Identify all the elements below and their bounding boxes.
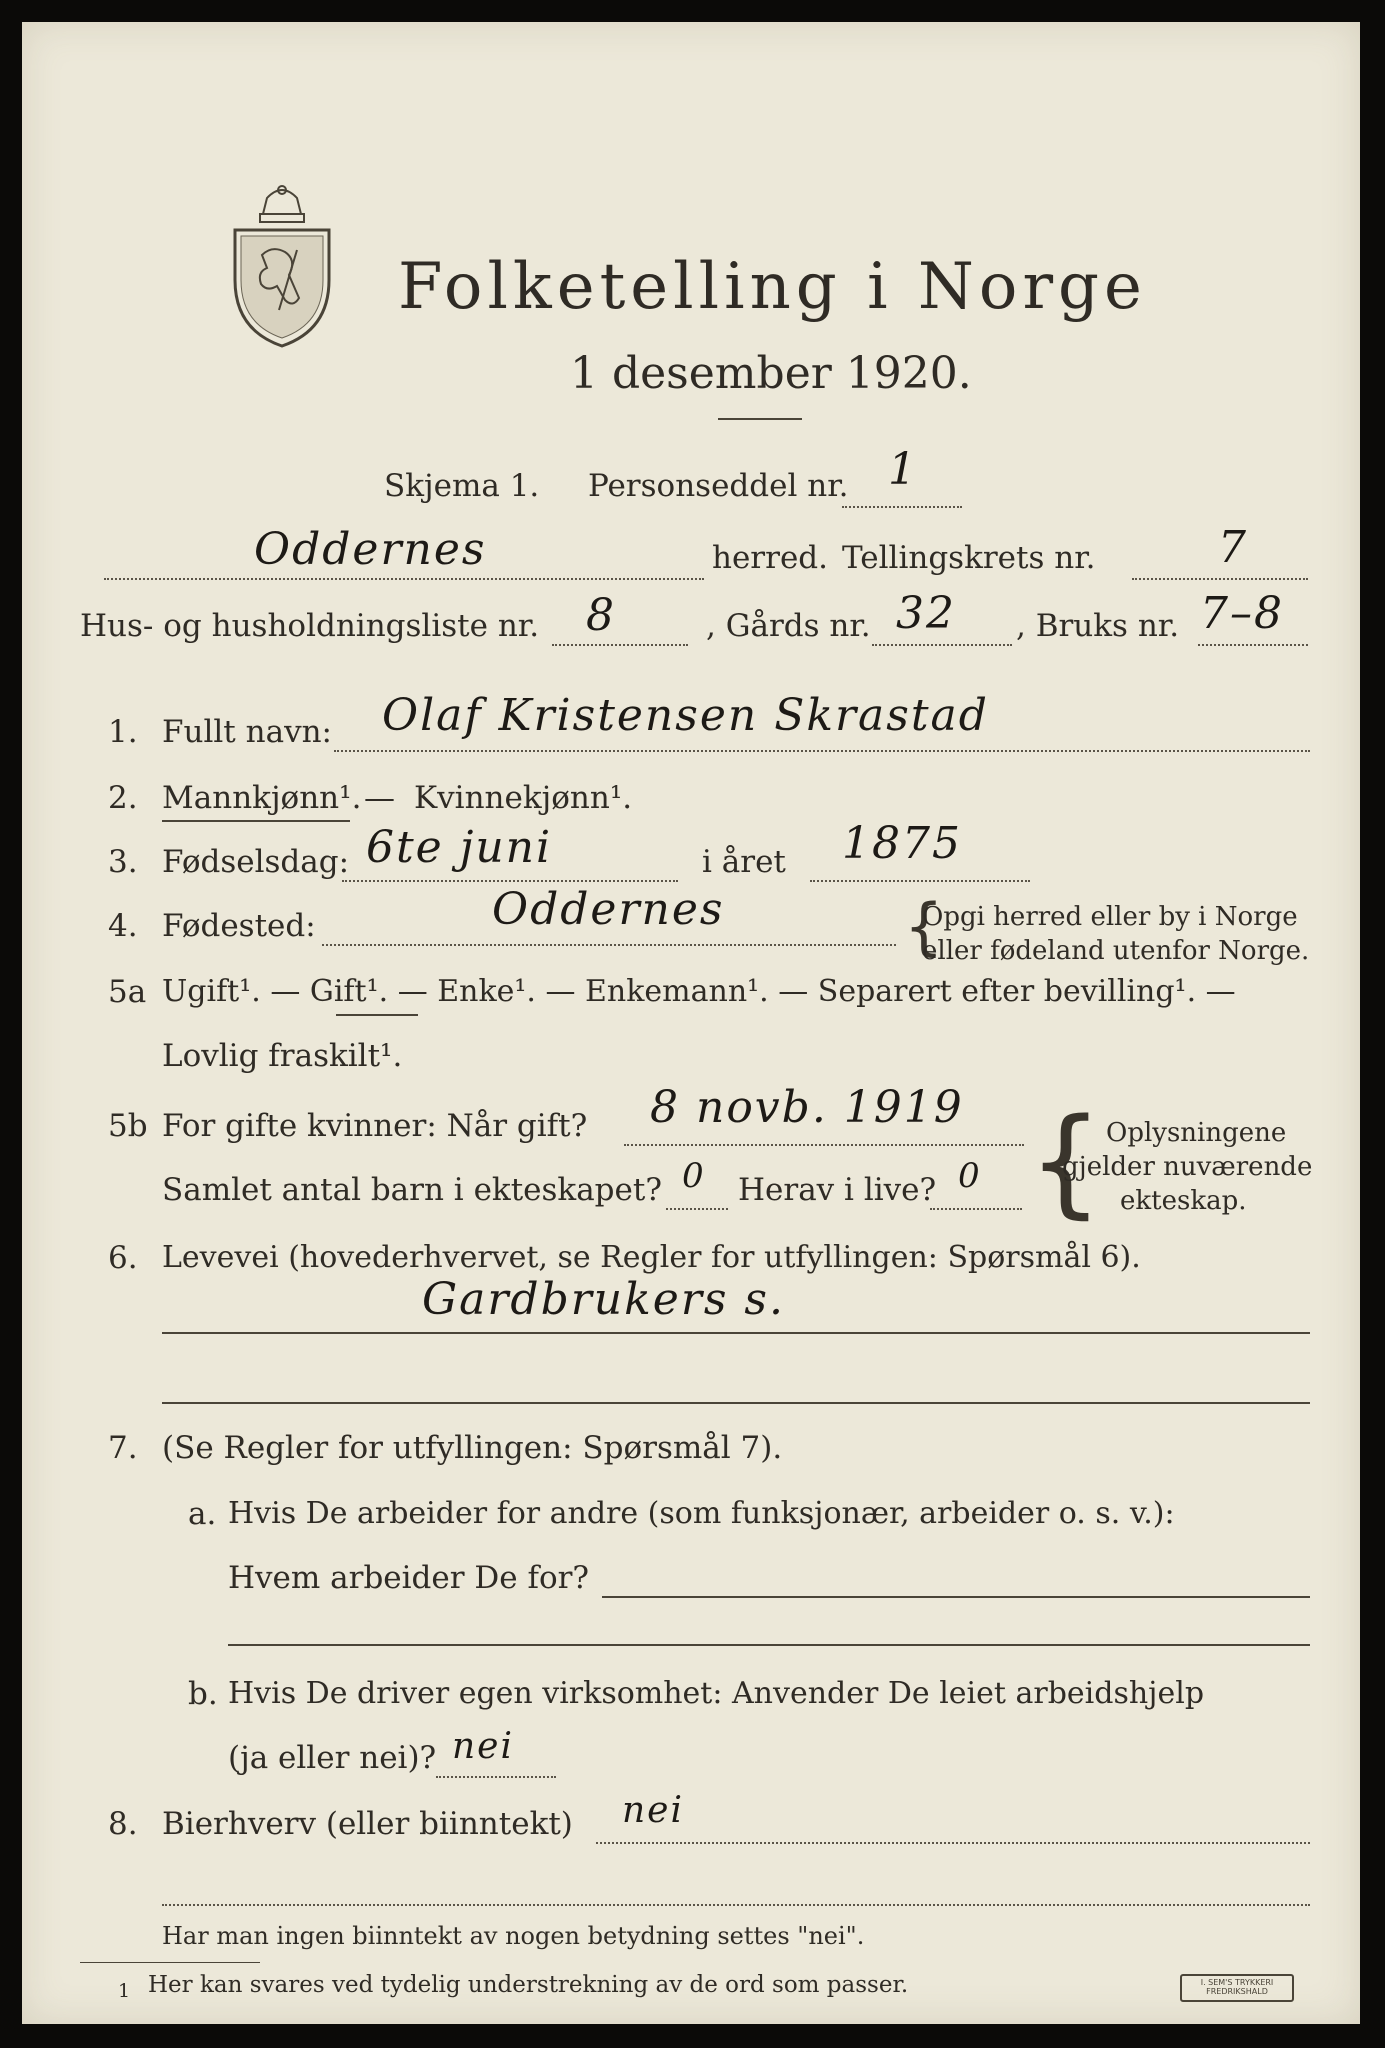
hus-value: 8 bbox=[586, 590, 616, 641]
q4-label: Fødested: bbox=[162, 908, 316, 944]
q3-value: 6te juni bbox=[366, 822, 553, 873]
q5b-alive-line bbox=[930, 1208, 1022, 1210]
q5b-children-line bbox=[666, 1208, 728, 1210]
tellingskrets-label: Tellingskrets nr. bbox=[842, 540, 1096, 576]
q7b-number: b. bbox=[188, 1676, 218, 1712]
q5a-line1: Ugift¹. — Gift¹. — Enke¹. — Enkemann¹. — Separert efter bevilling¹. — bbox=[162, 974, 1236, 1009]
herred-value: Oddernes bbox=[254, 524, 487, 575]
norwegian-coat-of-arms-icon bbox=[227, 180, 337, 354]
personseddel-label: Personseddel nr. bbox=[588, 468, 849, 504]
q3-year-line bbox=[810, 880, 1030, 882]
gards-line bbox=[872, 644, 1012, 646]
form-title: Folketelling i Norge bbox=[398, 250, 1147, 324]
herred-line bbox=[104, 578, 704, 580]
q2-number: 2. bbox=[108, 780, 138, 816]
q8-number: 8. bbox=[108, 1806, 138, 1842]
q7a-extra-line bbox=[228, 1644, 1310, 1646]
q8-label: Bierhverv (eller biinntekt) bbox=[162, 1806, 573, 1842]
q6-number: 6. bbox=[108, 1240, 138, 1276]
q7a-line1: Hvis De arbeider for andre (som funksjonær, arbeider o. s. v.): bbox=[228, 1496, 1175, 1531]
q7b-line2: (ja eller nei)? bbox=[228, 1740, 437, 1776]
q6-line2 bbox=[162, 1402, 1310, 1404]
q2-female: Kvinnekjønn¹. bbox=[414, 780, 633, 816]
q5b-note-line2: gjelder nuværende bbox=[1062, 1152, 1313, 1182]
q7a-answer-line bbox=[602, 1596, 1310, 1598]
q7-number: 7. bbox=[108, 1430, 138, 1466]
q1-value: Olaf Kristensen Skrastad bbox=[382, 690, 989, 741]
q5a-number: 5a bbox=[108, 974, 147, 1010]
census-date: 1 desember 1920. bbox=[570, 348, 972, 399]
hus-line bbox=[552, 644, 688, 646]
footer-note: Har man ingen biinntekt av nogen betydning settes "nei". bbox=[162, 1922, 865, 1950]
q7b-answer-line bbox=[436, 1776, 556, 1778]
q1-label: Fullt navn: bbox=[162, 714, 332, 750]
gards-label: , Gårds nr. bbox=[706, 608, 871, 644]
q4-note-line2: eller fødeland utenfor Norge. bbox=[922, 936, 1310, 966]
q1-line bbox=[334, 750, 1310, 752]
q7b-value: nei bbox=[452, 1726, 515, 1767]
q5a-line2: Lovlig fraskilt¹. bbox=[162, 1038, 403, 1074]
q6-line1 bbox=[162, 1332, 1310, 1334]
q6-value: Gardbrukers s. bbox=[422, 1274, 785, 1325]
title-divider bbox=[718, 418, 802, 420]
herred-label: herred. bbox=[712, 540, 828, 576]
personseddel-value: 1 bbox=[888, 444, 918, 495]
q2-male-underline bbox=[162, 820, 350, 822]
q5b-note-brace: { bbox=[1028, 1092, 1104, 1230]
q3-year-value: 1875 bbox=[842, 818, 962, 869]
q3-number: 3. bbox=[108, 844, 138, 880]
q8-extra-line bbox=[162, 1904, 1310, 1906]
q5b-note-line3: ekteskap. bbox=[1120, 1186, 1247, 1216]
bruks-value: 7–8 bbox=[1200, 588, 1284, 639]
skjema-label: Skjema 1. bbox=[384, 468, 540, 504]
q3-date-line bbox=[342, 880, 678, 882]
tellingskrets-value: 7 bbox=[1218, 522, 1248, 573]
q4-line bbox=[322, 944, 896, 946]
q7a-line2: Hvem arbeider De for? bbox=[228, 1560, 590, 1596]
q4-note-brace: { bbox=[904, 890, 944, 963]
q2-male: Mannkjønn¹. bbox=[162, 780, 362, 816]
q5a-gift-underline bbox=[336, 1014, 418, 1016]
q8-value: nei bbox=[622, 1790, 685, 1831]
printer-stamp-text: I. SEM'S TRYKKERI FREDRIKSHALD bbox=[1200, 1978, 1274, 1996]
footnote-text: Her kan svares ved tydelig understrekning av de ord som passer. bbox=[148, 1972, 909, 1998]
gards-value: 32 bbox=[896, 588, 956, 639]
q5b-label2: Samlet antal barn i ekteskapet? bbox=[162, 1172, 662, 1208]
q5b-value1: 8 novb. 1919 bbox=[650, 1082, 964, 1133]
q3-label: Fødselsdag: bbox=[162, 844, 350, 880]
printer-stamp bbox=[1180, 1974, 1294, 2002]
q4-value: Oddernes bbox=[492, 884, 725, 935]
q6-label: Levevei (hovederhvervet, se Regler for utfyllingen: Spørsmål 6). bbox=[162, 1240, 1141, 1275]
q7b-line1: Hvis De driver egen virksomhet: Anvender De leiet arbeidshjelp bbox=[228, 1676, 1205, 1711]
q1-number: 1. bbox=[108, 714, 138, 750]
q5b-label1: For gifte kvinner: Når gift? bbox=[162, 1108, 588, 1144]
q3-year-label: i året bbox=[702, 844, 786, 880]
footnote-divider bbox=[80, 1962, 260, 1963]
bruks-line bbox=[1198, 644, 1308, 646]
q5b-label3: Herav i live? bbox=[738, 1172, 937, 1208]
q5b-married-line bbox=[624, 1144, 1024, 1146]
q5b-value2: 0 bbox=[682, 1156, 706, 1196]
q5b-value3: 0 bbox=[958, 1156, 982, 1196]
q2-separator: — bbox=[364, 780, 395, 816]
bruks-label: , Bruks nr. bbox=[1016, 608, 1180, 644]
personseddel-line bbox=[842, 506, 962, 508]
q8-answer-line bbox=[596, 1842, 1310, 1844]
q4-note-line1: Opgi herred eller by i Norge bbox=[922, 902, 1298, 932]
q5b-number: 5b bbox=[108, 1108, 148, 1144]
tellingskrets-line bbox=[1132, 578, 1308, 580]
q7-label: (Se Regler for utfyllingen: Spørsmål 7). bbox=[162, 1430, 783, 1466]
hus-label: Hus- og husholdningsliste nr. bbox=[80, 608, 540, 644]
census-form-page bbox=[22, 22, 1360, 2024]
q5b-note-line1: Oplysningene bbox=[1106, 1118, 1287, 1148]
q4-number: 4. bbox=[108, 908, 138, 944]
footnote-mark: 1 bbox=[118, 1980, 131, 2002]
q7a-number: a. bbox=[188, 1496, 217, 1532]
